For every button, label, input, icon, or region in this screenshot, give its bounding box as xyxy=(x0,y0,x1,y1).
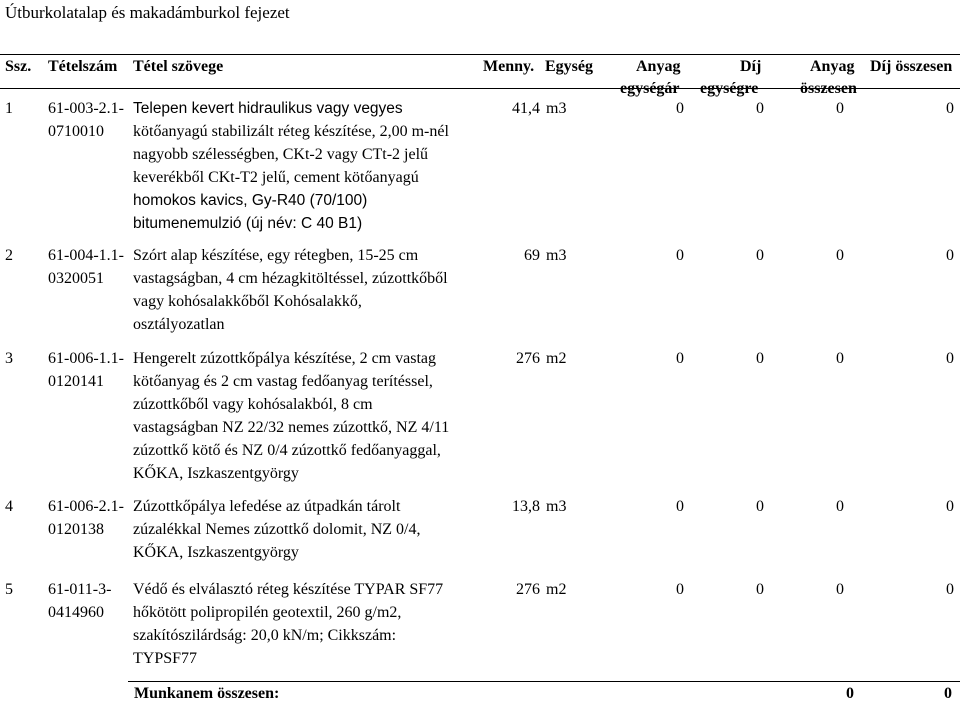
col-header-anyag-osszesen: Anyag xyxy=(810,58,855,75)
row-menny: 276 xyxy=(516,581,540,598)
desc-line: TYPSF77 xyxy=(133,650,198,667)
desc-line: zúzottkő kötő és NZ 0/4 zúzottkő fedőanyaggal, xyxy=(133,442,441,459)
row-code-1: 61-003-2.1- xyxy=(48,100,124,117)
row-ssz: 5 xyxy=(5,581,13,598)
desc-line: KŐKA, Iszkaszentgyörgy xyxy=(133,544,299,561)
row-code-2: 0120138 xyxy=(48,521,104,538)
row-description xyxy=(133,244,493,336)
row-egyseg: m2 xyxy=(546,581,567,598)
row-code-1: 61-004-1.1- xyxy=(48,247,124,264)
desc-line: kötőanyag és 2 cm vastag fedőanyag terítéssel, xyxy=(133,373,433,390)
row-ssz: 2 xyxy=(5,247,13,264)
row-anyag-osszesen: 0 xyxy=(836,247,844,264)
desc-line: szakítószilárdság: 20,0 kN/m; Cikkszám: xyxy=(133,627,397,644)
col-header-anyag-egysegar-2: egységár xyxy=(620,80,680,97)
desc-line: bitumenemulzió (új név: C 40 B1) xyxy=(133,215,363,232)
row-anyag-egysegar: 0 xyxy=(676,247,684,264)
desc-line: keverékből CKt-T2 jelű, cement kötőanyagú xyxy=(133,169,419,186)
desc-line: Védő és elválasztó réteg készítése TYPAR SF77 xyxy=(133,581,444,598)
row-menny: 276 xyxy=(516,350,540,367)
row-description xyxy=(133,495,493,561)
row-code-2: 0120141 xyxy=(48,373,104,390)
row-code-1: 61-011-3- xyxy=(48,581,112,598)
row-anyag-osszesen: 0 xyxy=(836,100,844,117)
row-egyseg: m3 xyxy=(546,498,567,515)
row-anyag-osszesen: 0 xyxy=(836,350,844,367)
desc-line: Telepen kevert hidraulikus vagy vegyes xyxy=(133,100,403,117)
footer-dij-osszesen: 0 xyxy=(944,685,952,702)
row-dij-egysegre: 0 xyxy=(756,581,764,598)
row-code-2: 0414960 xyxy=(48,604,104,621)
row-anyag-egysegar: 0 xyxy=(676,350,684,367)
desc-line: Zúzottkőpálya lefedése az útpadkán tárolt xyxy=(133,498,401,515)
row-code-2: 0710010 xyxy=(48,123,104,140)
row-dij-osszesen: 0 xyxy=(946,498,954,515)
row-egyseg: m2 xyxy=(546,350,567,367)
row-anyag-egysegar: 0 xyxy=(676,498,684,515)
footer-rule xyxy=(128,681,960,682)
row-code-2: 0320051 xyxy=(48,270,104,287)
row-description xyxy=(133,578,493,670)
col-header-tetelszam: Tételszám xyxy=(48,58,118,75)
row-anyag-osszesen: 0 xyxy=(836,498,844,515)
row-description xyxy=(133,347,493,482)
col-header-dij-osszesen: Díj összesen xyxy=(870,58,953,75)
desc-line: vagy kohósalakkőből Kohósalakkő, xyxy=(133,293,362,310)
col-header-tetel-szovege: Tétel szövege xyxy=(133,58,224,75)
col-header-dij-egysegre-2: egységre xyxy=(700,80,759,97)
col-header-egyseg: Egység xyxy=(545,58,593,75)
desc-line: vastagságban NZ 22/32 nemes zúzottkő, NZ 4/11 xyxy=(133,419,450,436)
row-egyseg: m3 xyxy=(546,100,567,117)
row-description xyxy=(133,97,493,232)
row-ssz: 1 xyxy=(5,100,13,117)
row-anyag-osszesen: 0 xyxy=(836,581,844,598)
row-code-1: 61-006-1.1- xyxy=(48,350,124,367)
row-dij-osszesen: 0 xyxy=(946,350,954,367)
desc-line: KŐKA, Iszkaszentgyörgy xyxy=(133,465,299,482)
row-ssz: 3 xyxy=(5,350,13,367)
col-header-dij-egysegre: Díj xyxy=(740,58,762,75)
row-menny: 13,8 xyxy=(512,498,540,515)
row-ssz: 4 xyxy=(5,498,13,515)
desc-line: hőkötött polipropilén geotextil, 260 g/m2, xyxy=(133,604,402,621)
row-egyseg: m3 xyxy=(546,247,567,264)
row-dij-osszesen: 0 xyxy=(946,247,954,264)
row-dij-egysegre: 0 xyxy=(756,100,764,117)
header-top-rule xyxy=(0,54,960,55)
row-code-1: 61-006-2.1- xyxy=(48,498,124,515)
row-dij-egysegre: 0 xyxy=(756,498,764,515)
row-dij-egysegre: 0 xyxy=(756,247,764,264)
row-dij-osszesen: 0 xyxy=(946,100,954,117)
row-anyag-egysegar: 0 xyxy=(676,100,684,117)
desc-line: zúzalékkal Nemes zúzottkő dolomit, NZ 0/4, xyxy=(133,521,421,538)
page-title: Útburkolatalap és makadámburkol fejezet xyxy=(5,3,290,22)
desc-line: Hengerelt zúzottkőpálya készítése, 2 cm vastag xyxy=(133,350,436,367)
row-menny: 69 xyxy=(524,247,540,264)
desc-line: osztályozatlan xyxy=(133,316,225,333)
footer-anyag-osszesen: 0 xyxy=(846,685,854,702)
footer-total-label: Munkanem összesen: xyxy=(134,685,280,702)
row-dij-osszesen: 0 xyxy=(946,581,954,598)
desc-line: kötőanyagú stabilizált réteg készítése, 2,00 m-nél xyxy=(133,123,449,140)
desc-line: zúzottkőből vagy kohósalakból, 8 cm xyxy=(133,396,373,413)
row-anyag-egysegar: 0 xyxy=(676,581,684,598)
col-header-anyag-osszesen-2: összesen xyxy=(800,80,857,97)
desc-line: vastagságban, 4 cm hézagkitöltéssel, zúzottkőből xyxy=(133,270,448,287)
col-header-ssz: Ssz. xyxy=(5,58,32,75)
row-menny: 41,4 xyxy=(512,100,540,117)
desc-line: homokos kavics, Gy-R40 (70/100) xyxy=(133,192,368,209)
row-dij-egysegre: 0 xyxy=(756,350,764,367)
header-bottom-rule xyxy=(0,88,960,89)
desc-line: Szórt alap készítése, egy rétegben, 15-25 cm xyxy=(133,247,419,264)
col-header-anyag-egysegar: Anyag xyxy=(636,58,681,75)
col-header-menny: Menny. xyxy=(483,58,535,75)
desc-line: nagyobb szélességben, CKt-2 vagy CTt-2 jelű xyxy=(133,146,429,163)
